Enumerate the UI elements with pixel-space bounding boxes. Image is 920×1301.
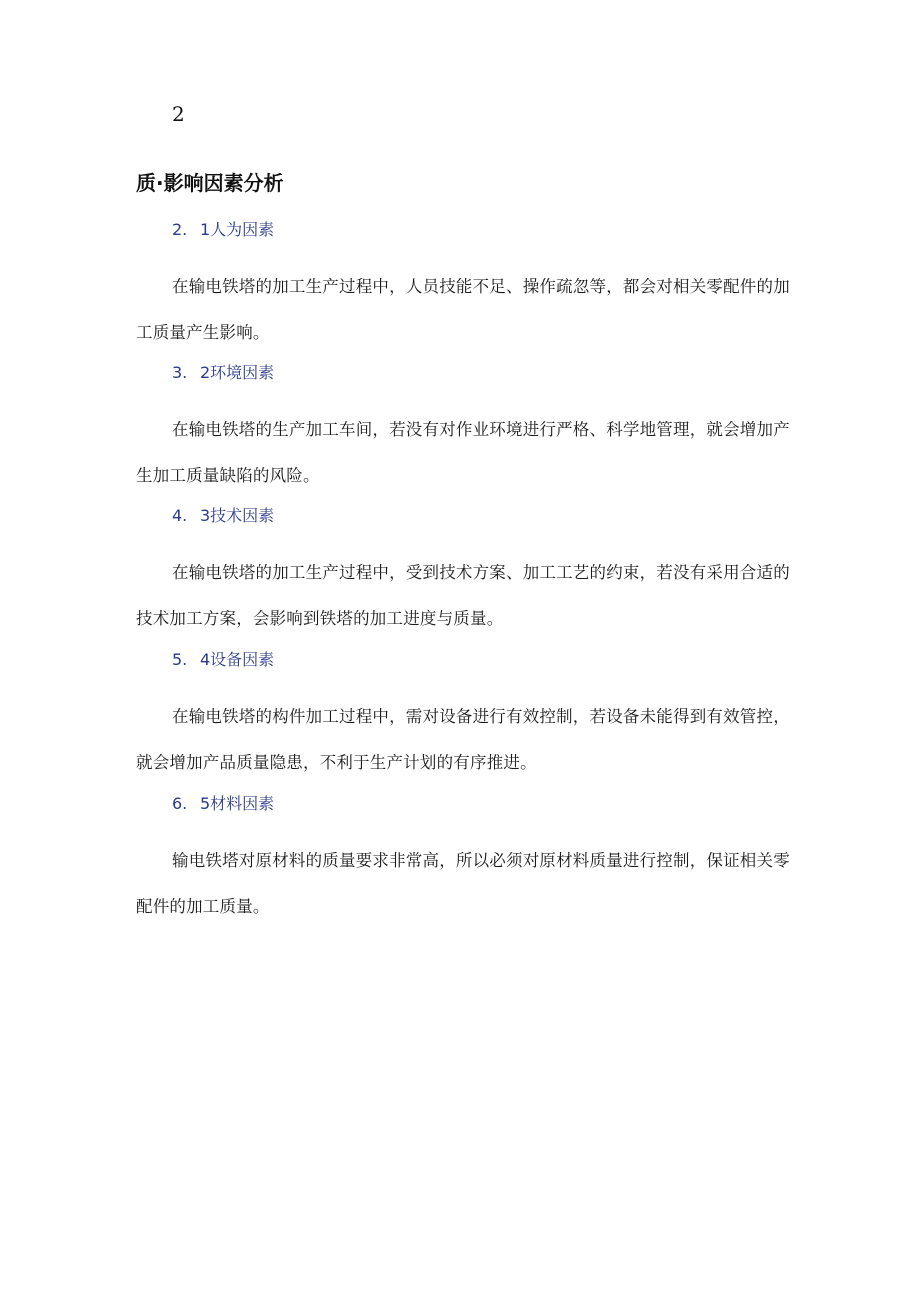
section-environment-factors (136, 361, 796, 499)
subsection-heading (136, 218, 796, 242)
section-paragraph: 在输电铁塔的生产加工车间，若没有对作业环境进行严格、科学地管理，就会增加产生加工质量缺陷的风险。 (136, 420, 790, 485)
page-number: 2 (172, 102, 185, 126)
subsection-heading (136, 648, 796, 672)
section-heading: 质·影响因素分析 (136, 171, 284, 195)
subsection-title: 3技术因素 (200, 506, 275, 525)
subsection-heading (136, 361, 796, 385)
section-human-factors (136, 218, 796, 356)
subsection-heading (136, 792, 796, 816)
subsection-number: 6. (172, 794, 188, 813)
section-paragraph: 在输电铁塔的加工生产过程中，人员技能不足、操作疏忽等，都会对相关零配件的加工质量产生影响。 (136, 277, 790, 342)
subsection-title: 1人为因素 (200, 220, 275, 239)
section-paragraph: 在输电铁塔的加工生产过程中，受到技术方案、加工工艺的约束，若没有采用合适的技术加工方案，会影响到铁塔的加工进度与质量。 (136, 563, 790, 628)
section-equipment-factors (136, 648, 796, 786)
section-paragraph: 在输电铁塔的构件加工过程中，需对设备进行有效控制，若设备未能得到有效管控，就会增加产品质量隐患，不利于生产计划的有序推进。 (136, 707, 790, 772)
subsection-number: 4. (172, 506, 188, 525)
section-paragraph: 输电铁塔对原材料的质量要求非常高，所以必须对原材料质量进行控制，保证相关零配件的加工质量。 (136, 851, 790, 916)
subsection-number: 5. (172, 650, 188, 669)
subsection-number: 3. (172, 363, 188, 382)
subsection-number: 2. (172, 220, 188, 239)
subsection-title: 4设备因素 (200, 650, 275, 669)
subsection-title: 2环境因素 (200, 363, 275, 382)
section-material-factors (136, 792, 796, 930)
subsection-heading (136, 504, 796, 528)
section-technology-factors (136, 504, 796, 642)
subsection-title: 5材料因素 (200, 794, 275, 813)
